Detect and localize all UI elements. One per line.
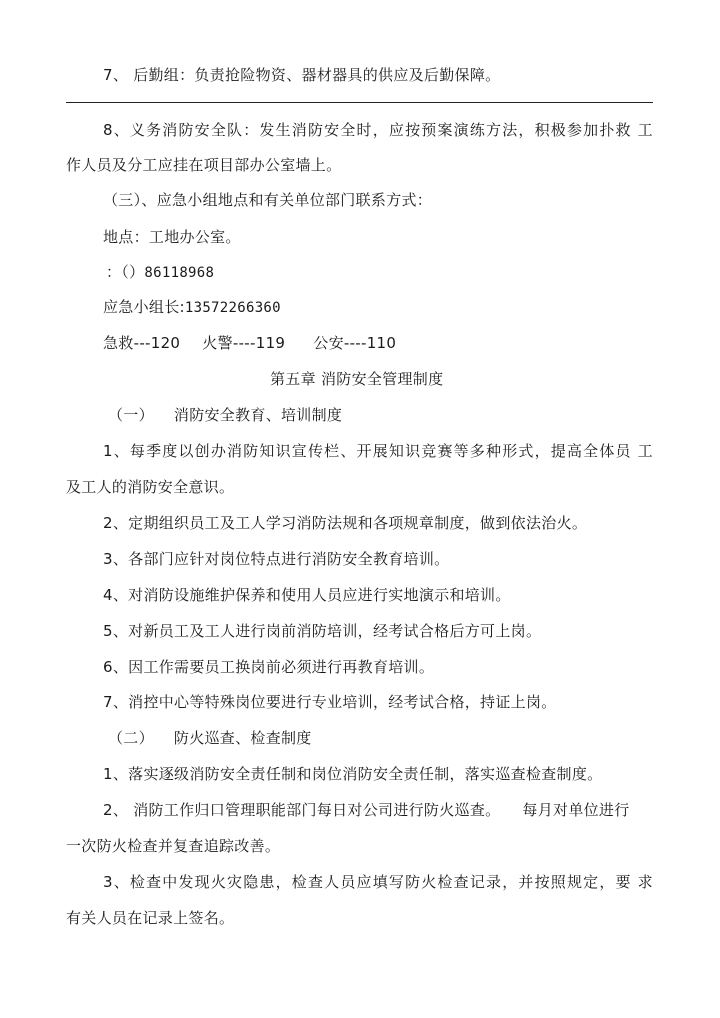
- check1-line: 1、落实逐级消防安全责任制和岗位消防安全责任制，落实巡查检查制度。: [103, 765, 603, 783]
- leader-label: 应急小组长:: [103, 298, 185, 316]
- item5-line: 5、对新员工及工人进行岗前消防培训，经考试合格后方可上岗。: [103, 622, 542, 640]
- check2-line2: 一次防火检查并复查追踪改善。: [66, 837, 281, 855]
- check2-part-a: 2、 消防工作归口管理职能部门每日对公司进行防火巡查。: [103, 801, 501, 819]
- phone-line: [106, 262, 214, 283]
- leader-line: [103, 297, 281, 318]
- item1-line2: 及工人的消防安全意识。: [66, 478, 235, 496]
- emergency-fire: 火警----119: [202, 334, 286, 352]
- emergency-numbers-line: [103, 333, 396, 353]
- emergency-ambulance: 急救---120: [103, 334, 181, 352]
- check3-line1: 3、检查中发现火灾隐患，检查人员应填写防火检查记录，并按照规定，要 求: [103, 873, 653, 891]
- divider-line: [66, 102, 653, 103]
- sub2-marker: （二）: [108, 729, 154, 747]
- team8-line1: 8、义务消防安全队：发生消防安全时，应按预案演练方法，积极参加扑救 工: [103, 121, 653, 139]
- item7-line: 7、消控中心等特殊岗位要进行专业培训，经考试合格，持证上岗。: [103, 693, 557, 711]
- check2-part-b: 每月对单位进行: [522, 801, 630, 819]
- phone-prefix: ：（）: [106, 263, 145, 281]
- sub1-title: 消防安全教育、培训制度: [173, 406, 343, 424]
- phone-number: 86118968: [144, 265, 215, 281]
- emergency-police: 公安----110: [313, 334, 397, 352]
- item1-line1: 1、每季度以创办消防知识宣传栏、开展知识竞赛等多种形式，提高全体员 工: [103, 442, 653, 460]
- location-line: 地点：工地办公室。: [103, 228, 241, 246]
- item6-line: 6、因工作需要员工换岗前必须进行再教育培训。: [103, 658, 435, 676]
- sub1-heading: [108, 405, 342, 425]
- sub1-marker: （一）: [108, 406, 154, 424]
- check2-line1: [103, 800, 630, 820]
- check3-line2: 有关人员在记录上签名。: [66, 909, 235, 927]
- team7-line: 7、 后勤组：负责抢险物资、器材器具的供应及后勤保障。: [103, 66, 501, 84]
- item3-line: 3、各部门应针对岗位特点进行消防安全教育培训。: [103, 550, 450, 568]
- chapter-title: 第五章 消防安全管理制度: [270, 370, 444, 388]
- team8-line2: 作人员及分工应挂在项目部办公室墙上。: [66, 156, 342, 174]
- sub2-heading: [108, 728, 312, 748]
- sub2-title: 防火巡查、检查制度: [173, 729, 312, 747]
- leader-phone: 13572266360: [184, 300, 281, 316]
- item2-line: 2、定期组织员工及工人学习消防法规和各项规章制度，做到依法治火。: [103, 514, 588, 532]
- section3-heading: （三）、应急小组地点和有关单位部门联系方式：: [103, 191, 433, 209]
- item4-line: 4、对消防设施维护保养和使用人员应进行实地演示和培训。: [103, 586, 511, 604]
